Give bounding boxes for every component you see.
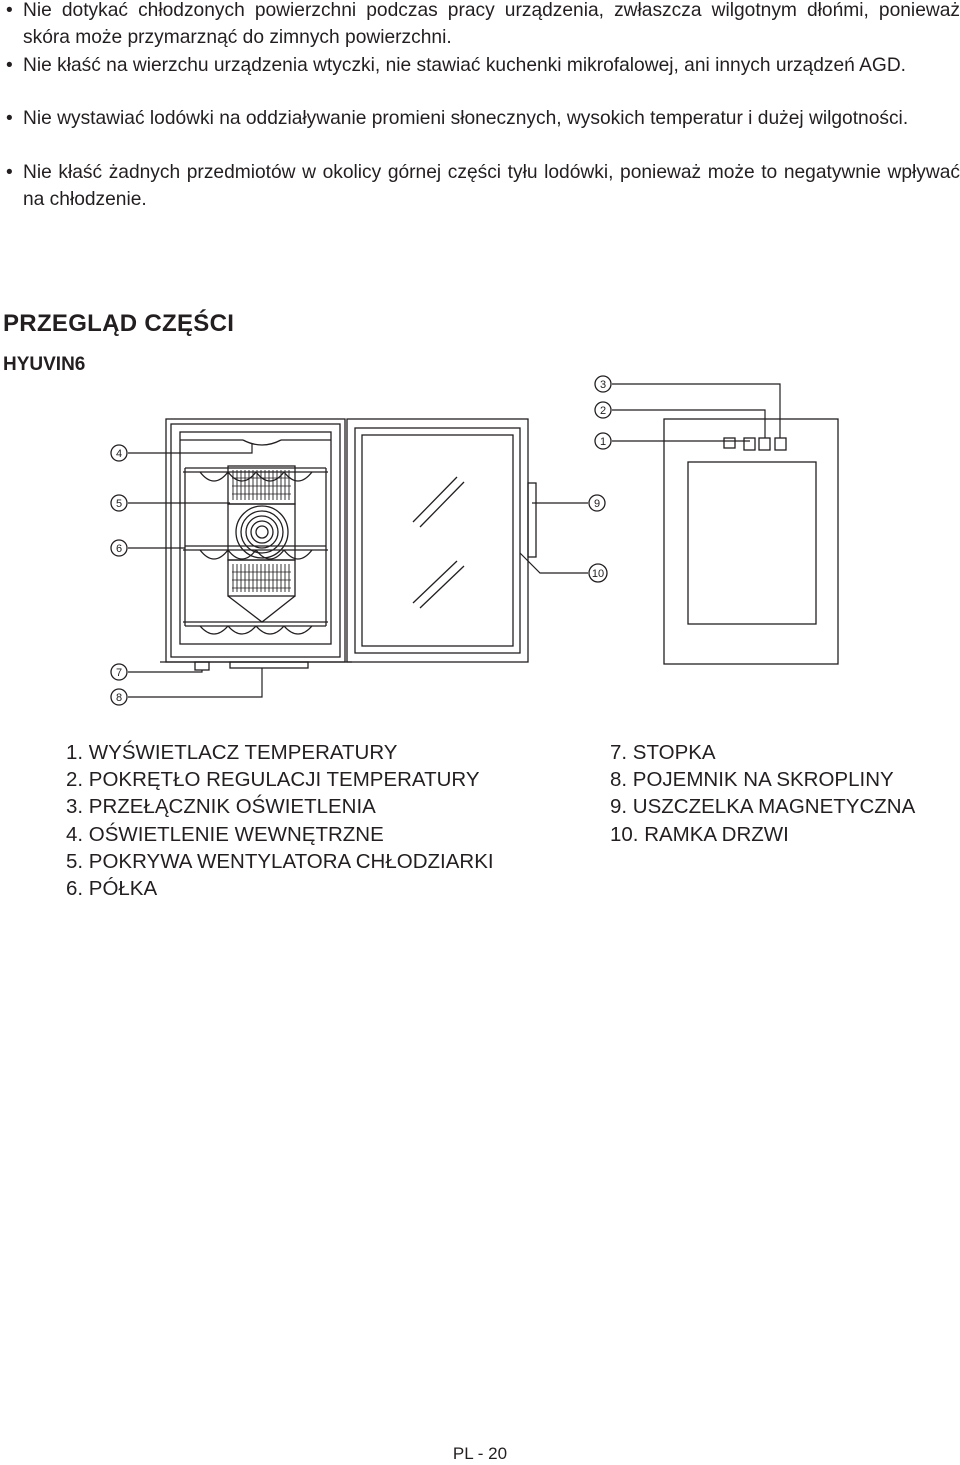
bullet-dot: • xyxy=(6,0,13,21)
callout-9-label: 9 xyxy=(593,498,601,510)
bullet-dot: • xyxy=(6,162,13,183)
legend-item: 5. POKRYWA WENTYLATORA CHŁODZIARKI xyxy=(66,849,494,873)
callout-6-label: 6 xyxy=(115,543,123,555)
bullet-item xyxy=(6,0,960,51)
callout-3 xyxy=(595,376,611,392)
bullet-text: Nie wystawiać lodówki na oddziaływanie promieni słonecznych, wysokich temperatur i dużej wilgotności. xyxy=(23,108,909,129)
model-name: HYUVIN6 xyxy=(3,354,86,375)
bullet-item xyxy=(6,52,960,79)
legend-item: 2. POKRĘTŁO REGULACJI TEMPERATURY xyxy=(66,768,480,792)
legend-item: 8. POJEMNIK NA SKROPLINY xyxy=(610,768,894,792)
bullet-item xyxy=(6,105,960,132)
legend-item: 10. RAMKA DRZWI xyxy=(610,822,789,846)
parts-legend-right xyxy=(610,739,915,848)
legend-item: 7. STOPKA xyxy=(610,741,716,764)
bullet-text: Nie dotykać chłodzonych powierzchni podczas pracy urządzenia, zwłaszcza wilgotnym dłońmi, ponieważ skóra może przymarznąć do zimnych powierzchni. xyxy=(23,0,960,48)
bullet-text: Nie kłaść żadnych przedmiotów w okolicy górnej części tyłu lodówki, ponieważ może to negatywnie wpływać na chłodzenie. xyxy=(23,162,960,210)
callout-2-label: 2 xyxy=(599,405,607,417)
bullet-item xyxy=(6,159,960,213)
callout-2 xyxy=(595,402,611,418)
legend-item: 4. OŚWIETLENIE WEWNĘTRZNE xyxy=(66,822,384,846)
callout-6 xyxy=(111,540,127,556)
callout-7-label: 7 xyxy=(115,667,123,679)
legend-item: 1. WYŚWIETLACZ TEMPERATURY xyxy=(66,741,398,764)
side-view-control-panel xyxy=(664,419,838,664)
parts-diagram xyxy=(0,370,960,710)
callout-10-label: 10 xyxy=(591,568,605,580)
bullet-dot: • xyxy=(6,108,13,129)
section-title: PRZEGLĄD CZĘŚCI xyxy=(3,310,235,337)
callout-4 xyxy=(111,445,127,461)
fan-cover xyxy=(228,466,295,622)
legend-item: 3. PRZEŁĄCZNIK OŚWIETLENIA xyxy=(66,795,376,819)
parts-legend-left xyxy=(66,739,494,902)
callout-8-label: 8 xyxy=(115,692,123,704)
base-and-drip-tray xyxy=(160,662,352,670)
callout-1 xyxy=(595,433,611,449)
legend-item: 6. PÓŁKA xyxy=(66,877,158,901)
callout-5 xyxy=(111,495,127,511)
glass-door-front xyxy=(347,419,536,662)
callout-7 xyxy=(111,664,127,680)
callout-3-label: 3 xyxy=(599,379,607,391)
callout-1-label: 1 xyxy=(599,436,607,448)
callout-10 xyxy=(589,564,607,582)
page-number: PL - 20 xyxy=(452,1444,508,1463)
leader-lines xyxy=(128,384,780,697)
callout-5-label: 5 xyxy=(115,498,123,510)
bullet-text: Nie kłaść na wierzchu urządzenia wtyczki, nie stawiać kuchenki mikrofalowej, ani innych urządzeń AGD. xyxy=(23,55,907,76)
bullet-dot: • xyxy=(6,55,13,76)
callout-8 xyxy=(111,689,127,705)
callout-9 xyxy=(589,495,605,511)
callout-4-label: 4 xyxy=(115,448,123,460)
legend-item: 9. USZCZELKA MAGNETYCZNA xyxy=(610,795,916,819)
